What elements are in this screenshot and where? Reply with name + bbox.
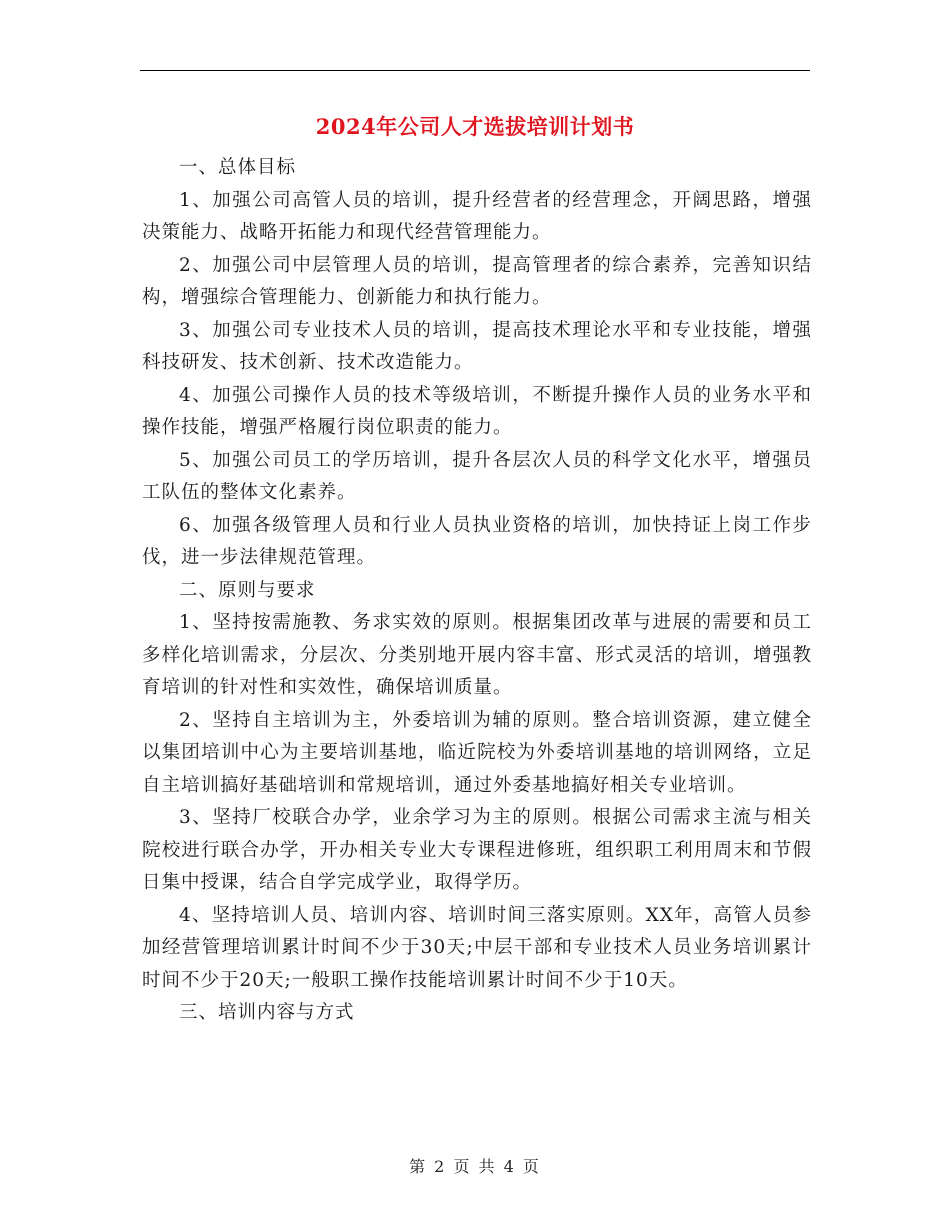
document-body	[142, 152, 812, 1030]
section-heading: 三、培训内容与方式	[179, 1002, 355, 1023]
body-paragraph: 2、加强公司中层管理人员的培训，提高管理者的综合素养，完善知识结构，增强综合管理能力、创新能力和执行能力。	[142, 254, 812, 308]
body-paragraph: 1、坚持按需施教、务求实效的原则。根据集团改革与进展的需要和员工多样化培训需求，分层次、分类别地开展内容丰富、形式灵活的培训，增强教育培训的针对性和实效性，确保培训质量。	[142, 612, 812, 698]
body-paragraph: 4、坚持培训人员、培训内容、培训时间三落实原则。XX年，高管人员参加经营管理培训累计时间不少于30天;中层干部和专业技术人员业务培训累计时间不少于20天;一般职工操作技能培训累计时间不少于10天。	[142, 904, 812, 991]
body-paragraph: 3、坚持厂校联合办学，业余学习为主的原则。根据公司需求主流与相关院校进行联合办学，开办相关专业大专课程进修班，组织职工利用周末和节假日集中授课，结合自学完成学业，取得学历。	[142, 807, 812, 893]
body-paragraph: 2、坚持自主培训为主，外委培训为辅的原则。整合培训资源，建立健全以集团培训中心为主要培训基地，临近院校为外委培训基地的培训网络，立足自主培训搞好基础培训和常规培训，通过外委基地搞好相关专业培训。	[142, 709, 812, 796]
document-title: 2024年公司人才选拔培训计划书	[315, 114, 635, 139]
section-heading: 一、总体目标	[179, 157, 297, 178]
body-paragraph: 6、加强各级管理人员和行业人员执业资格的培训，加快持证上岗工作步伐，进一步法律规范管理。	[142, 514, 812, 568]
body-paragraph: 1、加强公司高管人员的培训，提升经营者的经营理念，开阔思路，增强决策能力、战略开拓能力和现代经营管理能力。	[142, 189, 812, 243]
body-paragraph: 5、加强公司员工的学历培训，提升各层次人员的科学文化水平，增强员工队伍的整体文化素养。	[142, 449, 812, 503]
header-rule	[140, 70, 810, 71]
page-number-footer: 第 2 页 共 4 页	[409, 1157, 541, 1176]
section-heading: 二、原则与要求	[179, 579, 316, 601]
body-paragraph: 3、加强公司专业技术人员的培训，提高技术理论水平和专业技能，增强科技研发、技术创新、技术改造能力。	[142, 319, 812, 373]
body-paragraph: 4、加强公司操作人员的技术等级培训，不断提升操作人员的业务水平和操作技能，增强严格履行岗位职责的能力。	[142, 384, 812, 438]
